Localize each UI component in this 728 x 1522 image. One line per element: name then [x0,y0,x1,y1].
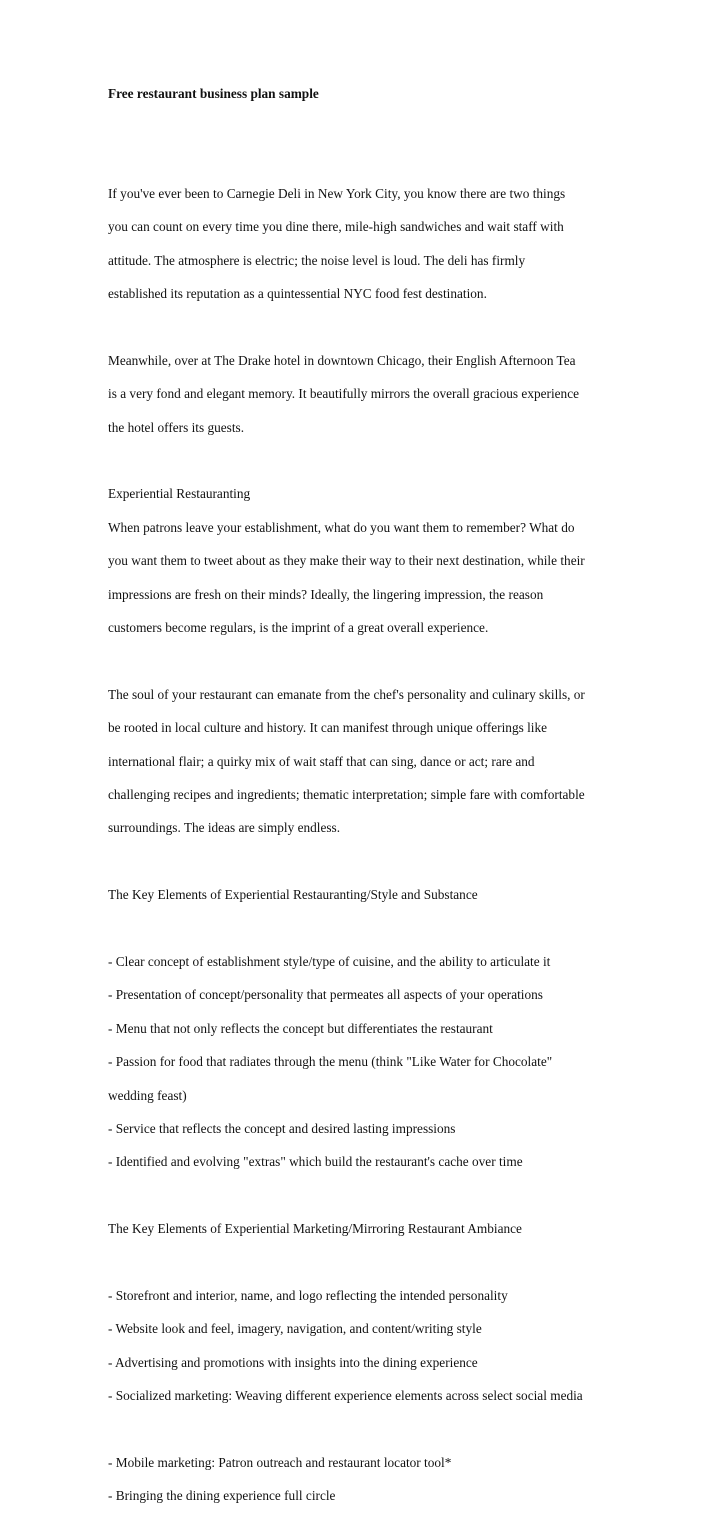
list-marketing-ambiance [108,1271,638,1421]
text-line: is a very fond and elegant memory. It beautifully mirrors the overall gracious experience [108,386,580,402]
text-line: established its reputation as a quintessential NYC food fest destination. [108,285,487,301]
text-line: be rooted in local culture and history. It can manifest through unique offerings like [108,720,548,736]
list-style-substance [108,937,638,1188]
text-line: challenging recipes and ingredients; thematic interpretation; simple fare with comfortable [108,786,585,802]
list-item: - Storefront and interior, name, and logo reflecting the intended personality [108,1288,508,1303]
paragraph-carnegie-deli [108,169,638,319]
heading-style-substance [108,870,638,920]
list-item: - Mobile marketing: Patron outreach and restaurant locator tool* [108,1455,452,1471]
text-line: The soul of your restaurant can emanate from the chef's personality and culinary skills, or [108,686,585,702]
list-item: - Website look and feel, imagery, navigation, and content/writing style [108,1321,482,1337]
paragraph-drake-hotel [108,336,638,453]
text-line: customers become regulars, is the imprint of a great overall experience. [108,619,489,635]
text-line: you want them to tweet about as they make their way to their next destination, while their [108,553,585,569]
list-item: - Socialized marketing: Weaving different experience elements across select social media [108,1388,583,1404]
text-line: impressions are fresh on their minds? Ideally, the lingering impression, the reason [108,586,544,602]
document-body [108,169,638,1522]
section-heading: Experiential Restauranting [108,486,251,502]
list-item: - Identified and evolving "extras" which build the restaurant's cache over time [108,1154,523,1170]
list-item: - Passion for food that radiates through the menu (think "Like Water for Chocolate" [108,1054,553,1070]
text-line: the hotel offers its guests. [108,419,245,435]
list-mobile-marketing [108,1438,638,1522]
paragraph-restaurant-soul [108,670,638,854]
text-line: If you've ever been to Carnegie Deli in New York City, you know there are two things [108,185,566,201]
list-item: - Service that reflects the concept and desired lasting impressions [108,1121,456,1136]
list-item: - Advertising and promotions with insights into the dining experience [108,1354,478,1370]
list-item: - Presentation of concept/personality that permeates all aspects of your operations [108,987,543,1003]
section-heading: The Key Elements of Experiential Marketing/Mirroring Restaurant Ambiance [108,1221,522,1237]
list-item: - Bringing the dining experience full circle [108,1488,336,1504]
text-line: international flair; a quirky mix of wait staff that can sing, dance or act; rare and [108,753,535,769]
list-item-continuation: wedding feast) [108,1087,187,1103]
text-line: attitude. The atmosphere is electric; the noise level is loud. The deli has firmly [108,252,526,268]
text-line: When patrons leave your establishment, what do you want them to remember? What do [108,519,575,535]
text-line: surroundings. The ideas are simply endless. [108,820,341,836]
paragraph-experiential-restauranting [108,470,638,654]
list-item: - Menu that not only reflects the concept but differentiates the restaurant [108,1020,493,1036]
text-line: you can count on every time you dine there, mile-high sandwiches and wait staff with [108,219,564,235]
section-heading: The Key Elements of Experiential Restauranting/Style and Substance [108,887,478,903]
document-title: Free restaurant business plan sample [108,86,319,101]
text-line: Meanwhile, over at The Drake hotel in downtown Chicago, their English Afternoon Tea [108,352,576,368]
list-item: - Clear concept of establishment style/type of cuisine, and the ability to articulate it [108,953,551,969]
heading-marketing-ambiance [108,1205,638,1255]
